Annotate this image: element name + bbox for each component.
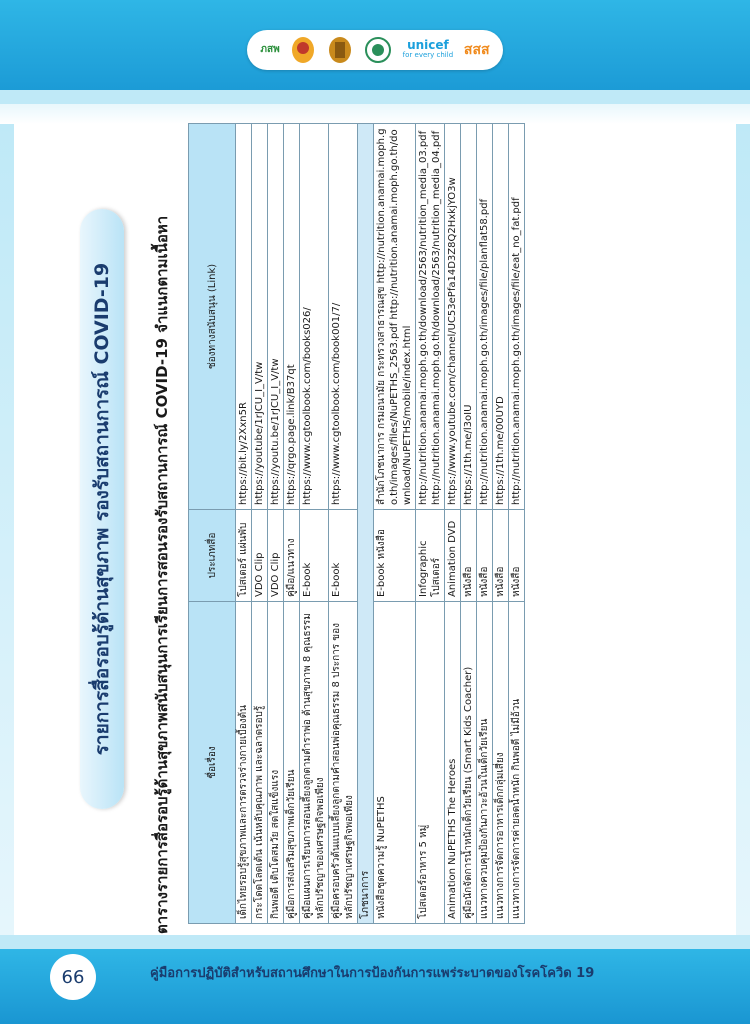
left-side-band (0, 124, 14, 944)
row-type: E-book (329, 510, 358, 602)
row-link[interactable]: สำนักโภชนาการ กรมอนามัย กระทรวงสาธารณสุข http://nutrition.anamai.moph.go.th/images/files/NuPETHS_2563.pdf http://nutrition.anamai.moph.go.th/download/NuPETHS/mobile/index.html (374, 124, 416, 510)
row-type: VDO Clip (252, 510, 268, 602)
row-type: หนังสือ (461, 510, 477, 602)
table-row (284, 124, 300, 924)
unicef-logo: unicef for every child (402, 38, 454, 59)
col-type-header: ประเภทสื่อ (189, 510, 236, 602)
row-link[interactable]: https://youtu.be/1rJCU_I_V/tw (268, 124, 284, 510)
row-type: Infographic โปสเตอร์ (416, 510, 445, 602)
row-link[interactable]: http://nutrition.anamai.moph.go.th/images/file/eat_no_fat.pdf (509, 124, 525, 510)
row-title: หนังสือชุดความรู้ NuPETHS (374, 602, 416, 924)
row-type: คู่มือ/แนวทาง (284, 510, 300, 602)
thaihealth-logo: ภสพ (260, 44, 280, 55)
page-title: รายการสื่อรอบรู้ด้านสุขภาพ รองรับสถานการณ์ COVID-19 (80, 209, 124, 809)
table-caption: ตารางรายการสื่อรอบรู้ด้านสุขภาพสนับสนุนการเรียนการสอนรองรับสถานการณ์ COVID-19 จำแนกตามเนื้อหา (153, 215, 171, 934)
row-type: VDO Clip (268, 510, 284, 602)
row-title: คู่มือนักจัดการน้ำหนักเด็กวัยเรียน (Smart Kids Coacher) (461, 602, 477, 924)
row-link[interactable]: https://www.cgtoolbook.com/book001/7/ (329, 124, 358, 510)
row-type: โปสเตอร์ แผ่นพับ (236, 510, 252, 602)
row-type: หนังสือ (477, 510, 493, 602)
table-row (509, 124, 525, 924)
col-title-header: ชื่อเรื่อง (189, 602, 236, 924)
row-link[interactable]: http://nutrition.anamai.moph.go.th/download/2563/nutrition_media_03.pdf http://nutrition.anamai.moph.go.th/download/2563/nutrition_media_04.pdf (416, 124, 445, 510)
table-row (461, 124, 477, 924)
emblem-logo-1 (290, 35, 316, 65)
table-header-row (189, 124, 236, 924)
sss-logo: สสส (463, 42, 490, 58)
row-link[interactable]: https://youtube/1rJCU_I_V/tw (252, 124, 268, 510)
row-title: กินพอดี เติบโตสมวัย สดใสแข็งแรง (268, 602, 284, 924)
row-title: แนวทางการจัดการค่ายลดน้ำหนัก กินพอดี ไม่มีอ้วน (509, 602, 525, 924)
page-number: 66 (50, 954, 96, 1000)
table-row (374, 124, 416, 924)
row-link[interactable]: https://bit.ly/2Xxn5R (236, 124, 252, 510)
row-type: หนังสือ (493, 510, 509, 602)
row-type: Animation DVD (445, 510, 461, 602)
section-heading: โภชนาการ (358, 124, 374, 924)
row-title: Animation NuPETHS The Heroes (445, 602, 461, 924)
header-strip (0, 90, 750, 104)
row-link[interactable]: https://1th.me/00UYD (493, 124, 509, 510)
right-side-band (736, 124, 750, 944)
table-row (477, 124, 493, 924)
row-type: หนังสือ (509, 510, 525, 602)
row-title: คู่มือการส่งเสริมสุขภาพเด็กวัยเรียน (284, 602, 300, 924)
row-link[interactable]: https://www.cgtoolbook.com/books026/ (300, 124, 329, 510)
footer-title: คู่มือการปฏิบัติสำหรับสถานศึกษาในการป้องกันการแพร่ระบาดของโรคโควิด 19 (150, 966, 595, 981)
section-row (358, 124, 374, 924)
logo-bar (247, 30, 503, 70)
col-link-header: ช่องทางสนับสนุน (Link) (189, 124, 236, 510)
table-row (416, 124, 445, 924)
row-link[interactable]: http://nutrition.anamai.moph.go.th/images/file/planflat58.pdf (477, 124, 493, 510)
row-type: E-book (300, 510, 329, 602)
table-row (300, 124, 329, 924)
row-link[interactable]: https://1th.me/l3oIU (461, 124, 477, 510)
row-title: แนวทางควบคุมป้องกันภาวะอ้วนในเด็กวัยเรียน (477, 602, 493, 924)
rotated-content (80, 124, 700, 934)
footer-band (0, 949, 750, 1024)
row-title: เด็กไทยรอบรู้สุขภาพและการตรวจร่างกายเบื้องต้น (236, 602, 252, 924)
moph-logo (364, 36, 392, 64)
row-title: คู่มือแผนการเรียนการสอนเลี้ยงลูกตามตำราพ่อ ด้านสุขภาพ 8 คุณธรรมหลักปรัชญาของเศรษฐกิจพอเพียง (300, 602, 329, 924)
table-row (493, 124, 509, 924)
row-link[interactable]: https://www.youtube.com/channel/UC53ePfa14D3Z8Q2HxkjYO3w (445, 124, 461, 510)
table-row (268, 124, 284, 924)
table-row (252, 124, 268, 924)
row-type: E-book หนังสือ (374, 510, 416, 602)
row-title: แนวทางการจัดการอาหารเด็กกลุ่มเสี่ยง (493, 602, 509, 924)
footer-strip (0, 935, 750, 949)
media-table (188, 123, 525, 924)
table-row (329, 124, 358, 924)
row-link[interactable]: https://qrgo.page.link/B37qt (284, 124, 300, 510)
table-row (445, 124, 461, 924)
table-row (236, 124, 252, 924)
row-title: กระโดดโลดเต้น เน้นหลับคุณภาพ และฉลาดรอบรู้ (252, 602, 268, 924)
header-fade (0, 104, 750, 124)
emblem-logo-2 (327, 35, 353, 65)
row-title: โปสเตอร์อาหาร 5 หมู่ (416, 602, 445, 924)
row-title: คู่มือครอบครัวต้นแบบเลี้ยงลูกตามคำสอนพ่อคุณธรรม 8 ประการ ของหลักปรัชญาเศรษฐกิจพอเพียง (329, 602, 358, 924)
